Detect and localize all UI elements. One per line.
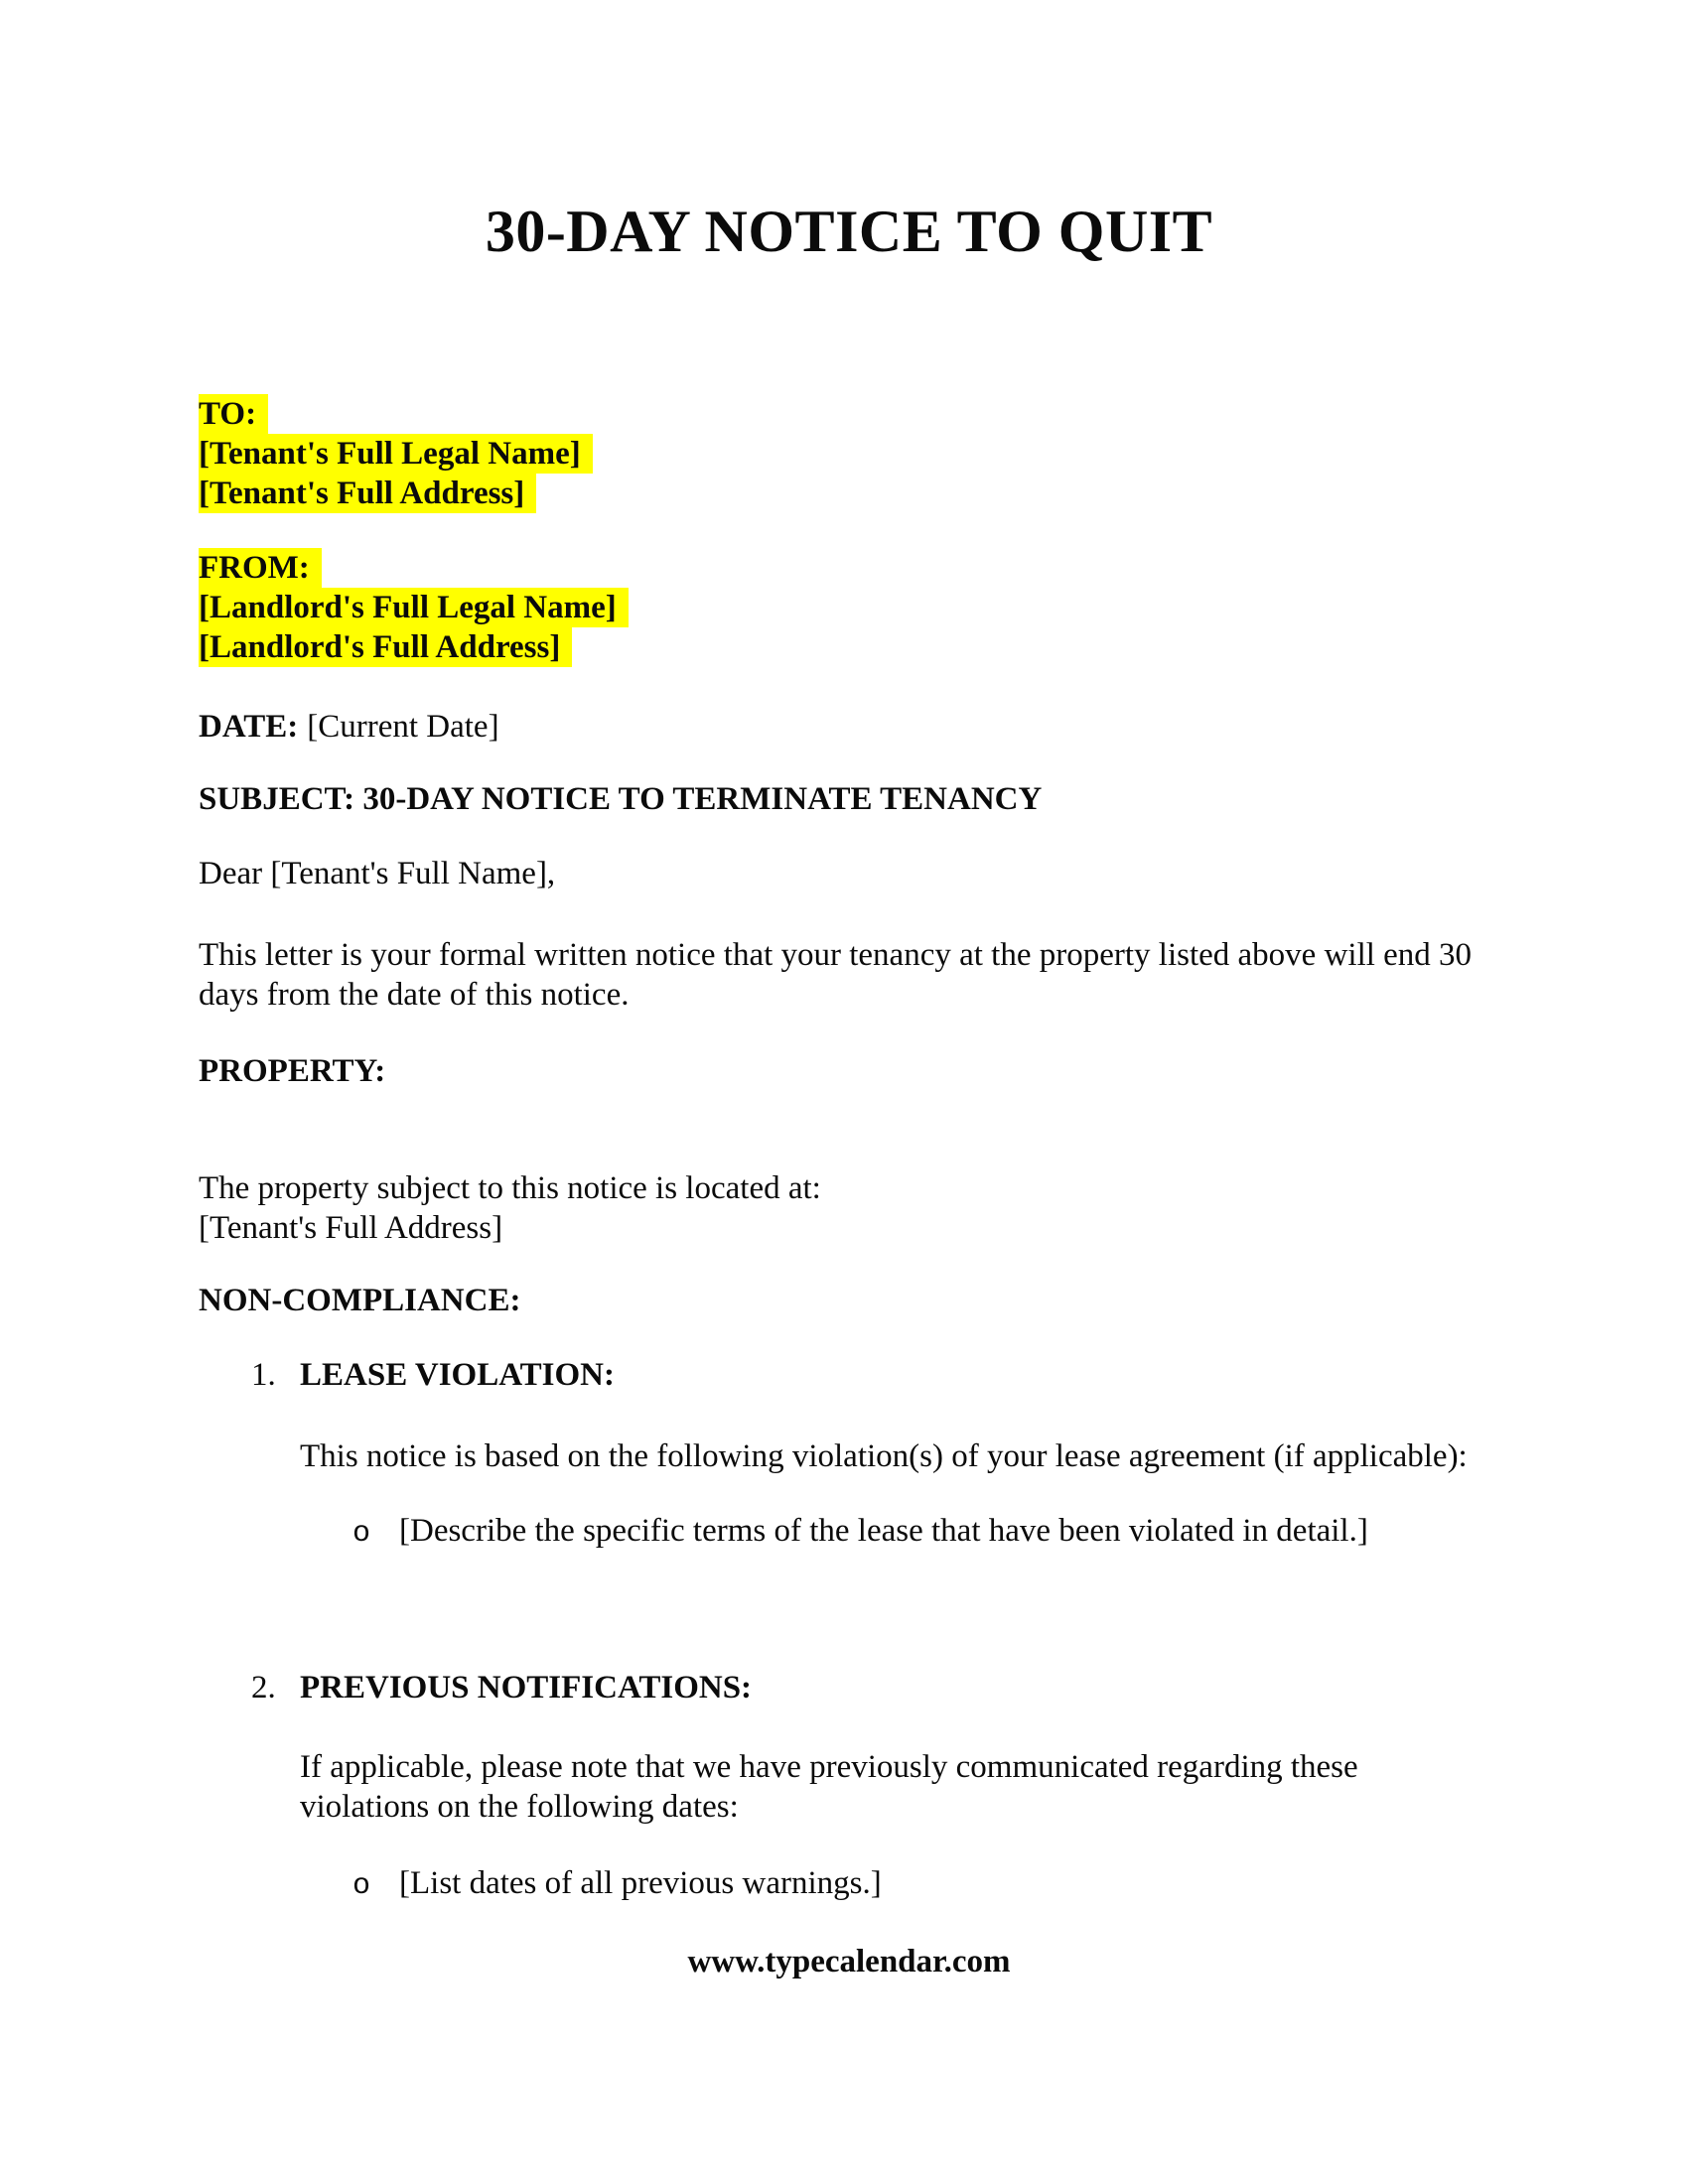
circle-bullet-icon: o [352,1517,371,1551]
page-title: 30-DAY NOTICE TO QUIT [485,199,1213,264]
date-value: [Current Date] [307,709,499,745]
sender-label-line [199,548,1499,588]
intro-line-1: This letter is your formal written notice that your tenancy at the property listed above will end 30 [199,937,1473,973]
list-item-1-para-line-1: This notice is based on the following violation(s) of your lease agreement (if applicable): [300,1438,1468,1474]
date-line [199,707,1499,747]
property-heading: PROPERTY: [199,1053,386,1089]
recipient-label-line [199,394,1499,434]
subject-line: SUBJECT: 30-DAY NOTICE TO TERMINATE TENANCY [199,781,1043,817]
list-item-2-paragraph [300,1747,1499,1827]
list-item-2-bullet-text: [List dates of all previous warnings.] [399,1865,882,1901]
list-item-2-number: 2. [251,1670,276,1706]
sender-address: [Landlord's Full Address] [199,627,572,667]
intro-line-2: days from the date of this notice. [199,977,630,1013]
list-item-1-heading-row [199,1355,1499,1395]
intro-paragraph [199,935,1499,1015]
recipient-address-line [199,474,1499,513]
sender-name: [Landlord's Full Legal Name] [199,588,629,627]
recipient-address: [Tenant's Full Address] [199,474,536,513]
footer-url: www.typecalendar.com [687,1944,1011,1979]
list-item-2-para-line-1: If applicable, please note that we have previously communicated regarding these [300,1749,1358,1785]
sender-address-line [199,627,1499,667]
list-item-2-para-line-2: violations on the following dates: [300,1789,739,1825]
recipient-name: [Tenant's Full Legal Name] [199,434,593,474]
property-line-1: The property subject to this notice is located at: [199,1170,821,1206]
property-paragraph [199,1168,1499,1248]
sender-block [199,548,1499,667]
sender-label: FROM: [199,548,322,588]
recipient-label: TO: [199,394,268,434]
list-item-2-heading-row [199,1668,1499,1707]
list-item-2-bullet-row [352,1863,1499,1906]
list-item-2-heading: PREVIOUS NOTIFICATIONS: [300,1670,753,1706]
list-item-1-bullet-row [352,1511,1499,1554]
recipient-name-line [199,434,1499,474]
circle-bullet-icon: o [352,1869,371,1903]
list-item-1-paragraph [300,1436,1499,1476]
date-label: DATE: [199,709,299,745]
list-item-1-bullet-text: [Describe the specific terms of the lease that have been violated in detail.] [399,1513,1368,1549]
list-item-1-number: 1. [251,1357,276,1393]
list-item-1-heading: LEASE VIOLATION: [300,1357,615,1393]
salutation: Dear [Tenant's Full Name], [199,856,556,891]
property-line-2: [Tenant's Full Address] [199,1210,503,1246]
sender-name-line [199,588,1499,627]
noncompliance-heading: NON-COMPLIANCE: [199,1283,521,1318]
recipient-block [199,394,1499,513]
